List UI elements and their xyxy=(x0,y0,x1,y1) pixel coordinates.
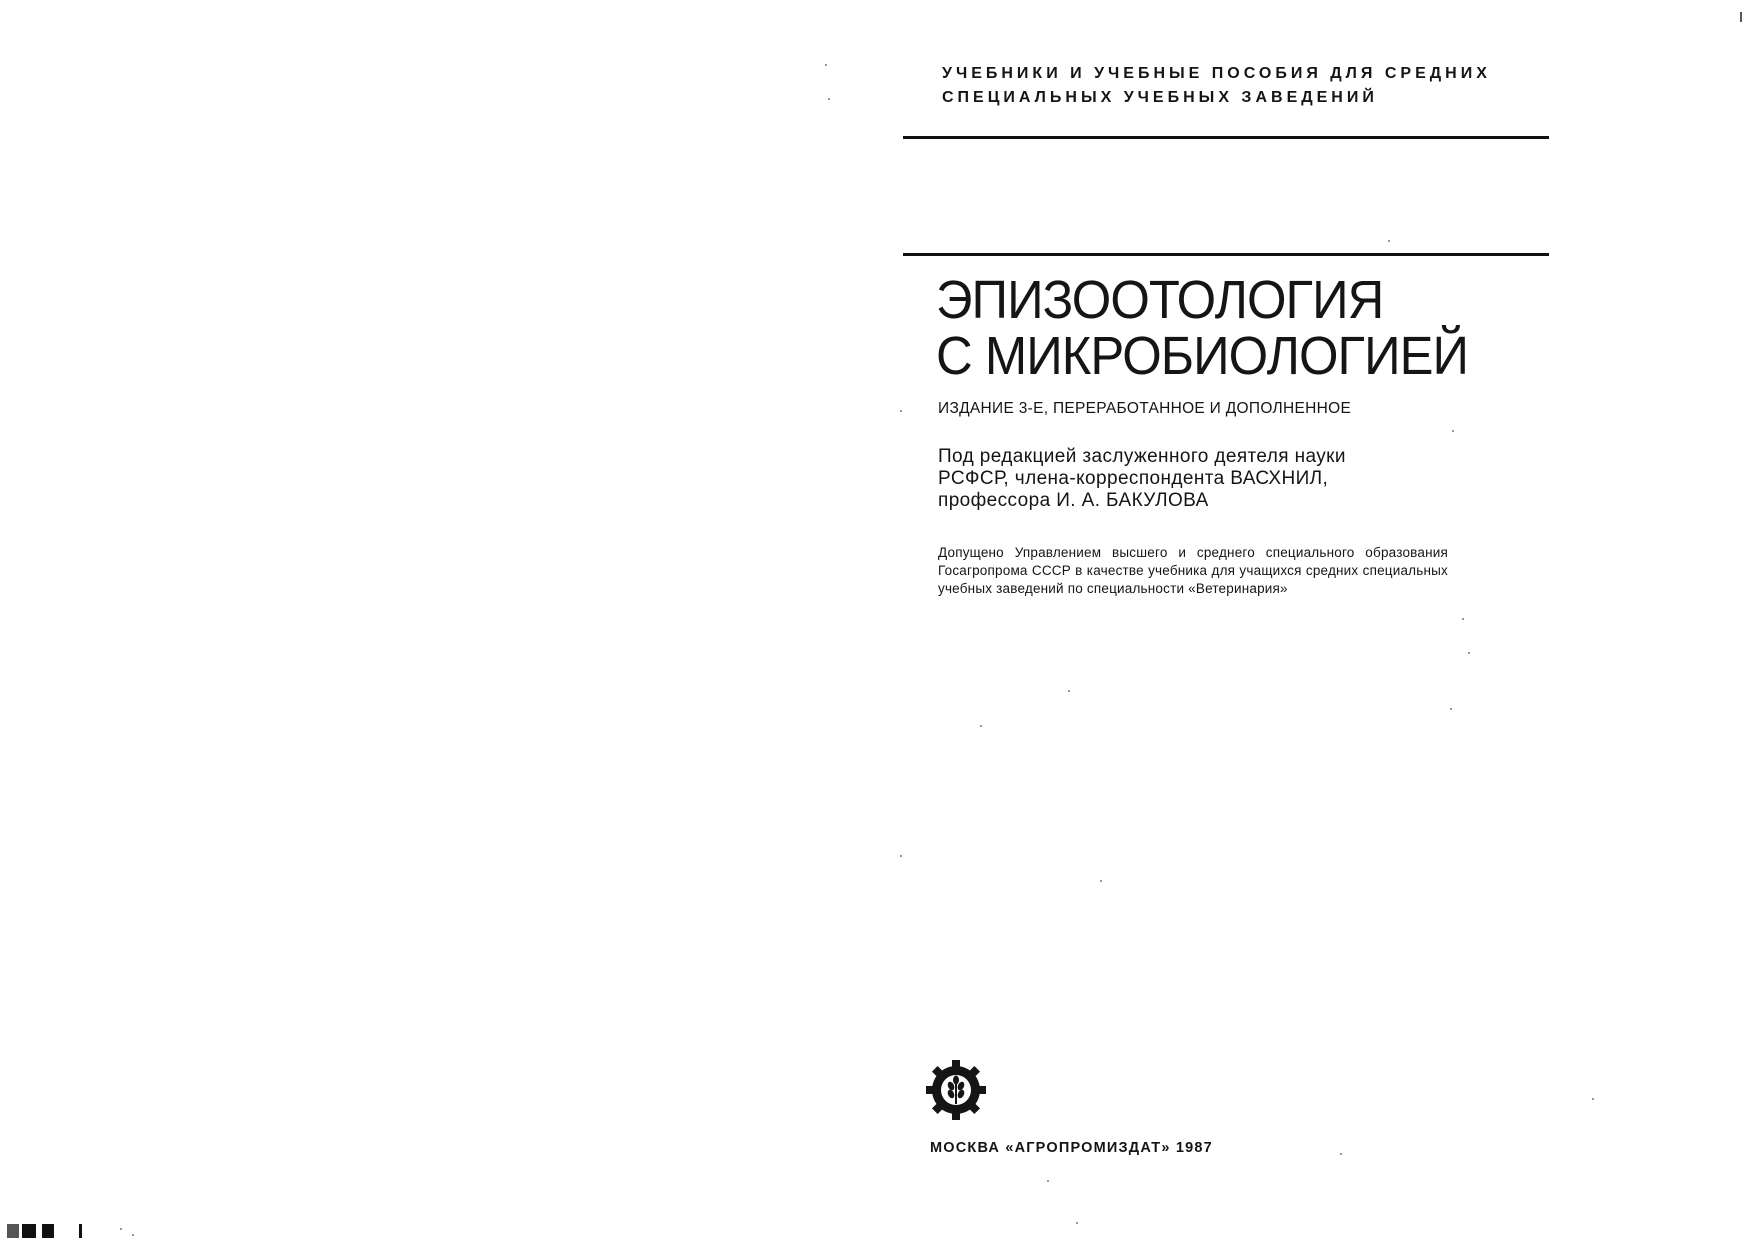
editor-line-2: РСФСР, члена-корреспондента ВАСХНИЛ, xyxy=(938,468,1329,489)
scan-speck xyxy=(1340,1153,1342,1155)
scan-speck xyxy=(825,64,827,66)
gear-wheat-emblem-icon xyxy=(924,1058,988,1122)
scan-mark xyxy=(79,1224,82,1238)
edition-note: ИЗДАНИЕ 3-Е, ПЕРЕРАБОТАННОЕ И ДОПОЛНЕННОЕ xyxy=(938,400,1352,417)
scan-speck xyxy=(900,410,902,412)
scan-speck xyxy=(132,1234,134,1236)
scan-speck xyxy=(1047,1180,1049,1182)
scan-speck xyxy=(900,855,902,857)
scan-speck xyxy=(120,1228,122,1230)
scan-speck xyxy=(1468,652,1470,654)
scan-speck xyxy=(980,725,982,727)
scan-speck xyxy=(1462,618,1464,620)
series-line-1: УЧЕБНИКИ И УЧЕБНЫЕ ПОСОБИЯ ДЛЯ СРЕДНИХ xyxy=(942,65,1491,82)
scan-speck xyxy=(1450,708,1452,710)
scan-speck xyxy=(1592,1098,1594,1100)
title-rule xyxy=(903,253,1549,256)
scan-mark xyxy=(1740,12,1742,22)
publisher-imprint: МОСКВА «АГРОПРОМИЗДАТ» 1987 xyxy=(930,1140,1213,1156)
title-line-1: ЭПИЗООТОЛОГИЯ xyxy=(936,270,1384,330)
scan-mark xyxy=(42,1224,54,1238)
book-title xyxy=(936,272,1496,384)
approval-statement: Допущено Управлением высшего и среднего специального образования Госагропрома СССР в качестве учебника для учащихся средних специальных учебных заведений по специальности «Ветеринария» xyxy=(938,545,1448,596)
scan-speck xyxy=(1388,240,1390,242)
scan-speck xyxy=(1100,880,1102,882)
scan-speck xyxy=(828,98,830,100)
title-page xyxy=(870,0,1754,1240)
scan-mark xyxy=(7,1224,19,1238)
blank-left-page xyxy=(0,0,870,1240)
series-heading xyxy=(942,62,1592,110)
scan-speck xyxy=(1452,430,1454,432)
scan-speck xyxy=(1076,1222,1078,1224)
editor-line-1: Под редакцией заслуженного деятеля науки xyxy=(938,446,1346,467)
scan-mark xyxy=(22,1224,36,1238)
editor-line-3: профессора И. А. БАКУЛОВА xyxy=(938,490,1209,511)
scan-speck xyxy=(1068,690,1070,692)
top-rule xyxy=(903,136,1549,139)
title-line-2: С МИКРОБИОЛОГИЕЙ xyxy=(936,326,1469,386)
series-line-2: СПЕЦИАЛЬНЫХ УЧЕБНЫХ ЗАВЕДЕНИЙ xyxy=(942,89,1378,106)
editor-credit xyxy=(938,446,1498,512)
